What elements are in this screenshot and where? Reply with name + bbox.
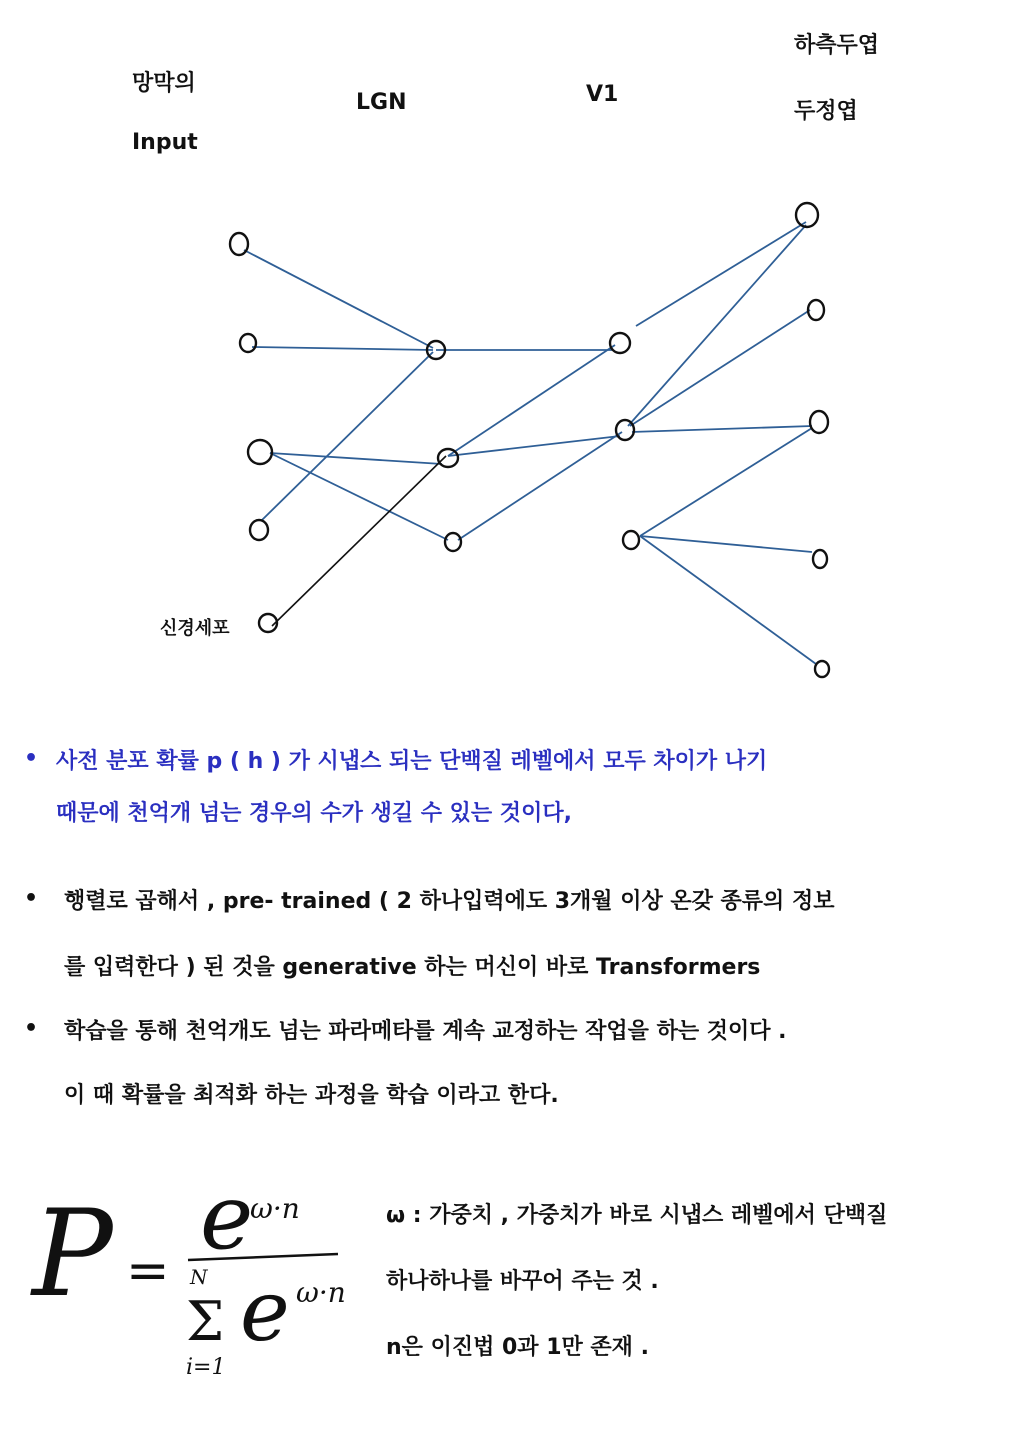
neuron-node: [813, 550, 827, 568]
edge: [458, 432, 622, 540]
formula-lhs: P: [32, 1185, 113, 1324]
cortex-label-line2: 두정엽: [794, 99, 858, 124]
neurons: [230, 203, 829, 677]
bullet-dot-2: •: [24, 886, 39, 911]
formula-equals: =: [126, 1241, 170, 1301]
bullet-1-line-2: 때문에 천억개 넘는 경우의 수가 생길 수 있는 것이다,: [56, 801, 572, 826]
lgn-label: LGN: [356, 90, 407, 115]
neuron-node: [230, 233, 248, 255]
neuron-node: [623, 531, 639, 549]
edge: [270, 453, 442, 464]
formula-note-1: ω : 가중치 , 가중치가 바로 시냅스 레벨에서 단백질: [386, 1203, 888, 1228]
formula-note-3: n은 이진법 0과 1만 존재 .: [386, 1335, 649, 1360]
connection-black: [272, 456, 446, 626]
neuron-label: 신경세포: [160, 618, 230, 639]
edge: [632, 426, 812, 432]
connections-blue: [244, 222, 816, 664]
bullet-3-line-2: 이 때 확률을 최적화 하는 과정을 학습 이라고 한다.: [64, 1083, 559, 1108]
bullet-dot-3: •: [24, 1016, 39, 1041]
edge: [628, 225, 806, 426]
bullet-2-line-2: 를 입력한다 ) 된 것을 generative 하는 머신이 바로 Transformers: [64, 955, 761, 980]
numerator-base: e: [200, 1180, 254, 1270]
denominator-base: e: [240, 1262, 290, 1360]
edge: [630, 310, 810, 426]
edge: [252, 347, 433, 350]
bullet-1-line-1: 사전 분포 확률 p ( h ) 가 시냅스 되는 단백질 레벨에서 모두 차이가 나기: [56, 749, 768, 774]
neuron-node: [808, 300, 824, 320]
neuron-node: [248, 440, 272, 464]
neuron-node: [815, 661, 829, 677]
denominator-exponent: ω·n: [296, 1276, 346, 1309]
cortex-label-line1: 하측두엽: [794, 33, 880, 58]
neuron-node: [250, 520, 268, 540]
neuron-node: [796, 203, 818, 227]
retina-label-line1: 망막의: [132, 71, 196, 96]
sum-symbol: Σ: [186, 1290, 225, 1353]
neuron-node: [810, 411, 828, 433]
edge: [636, 222, 806, 326]
neuron-node: [610, 333, 630, 353]
edge: [640, 536, 812, 552]
v1-label: V1: [586, 82, 619, 107]
retina-label-line2: Input: [132, 130, 198, 155]
edge: [272, 456, 446, 626]
neuron-node: [445, 533, 461, 551]
sum-lower-limit: i=1: [186, 1355, 226, 1380]
edge: [244, 250, 433, 348]
bullet-2-line-1: 행렬로 곱해서 , pre- trained ( 2 하나입력에도 3개월 이상 온갖 종류의 정보: [64, 889, 835, 914]
neuron-node: [616, 420, 634, 440]
neuron-node: [240, 334, 256, 352]
formula-note-2: 하나하나를 바꾸어 주는 것 .: [386, 1269, 659, 1294]
edge: [640, 428, 812, 536]
bullet-3-line-1: 학습을 통해 천억개도 넘는 파라메타를 계속 교정하는 작업을 하는 것이다 .: [64, 1019, 787, 1044]
sum-upper-limit: N: [190, 1265, 208, 1289]
neuron-node: [438, 449, 458, 467]
edge: [640, 536, 816, 664]
neural-pathway-diagram: [0, 0, 1018, 700]
softmax-formula: [20, 1180, 380, 1400]
edge: [270, 453, 448, 540]
numerator-exponent: ω·n: [250, 1192, 300, 1225]
bullet-dot-1: •: [24, 746, 39, 771]
